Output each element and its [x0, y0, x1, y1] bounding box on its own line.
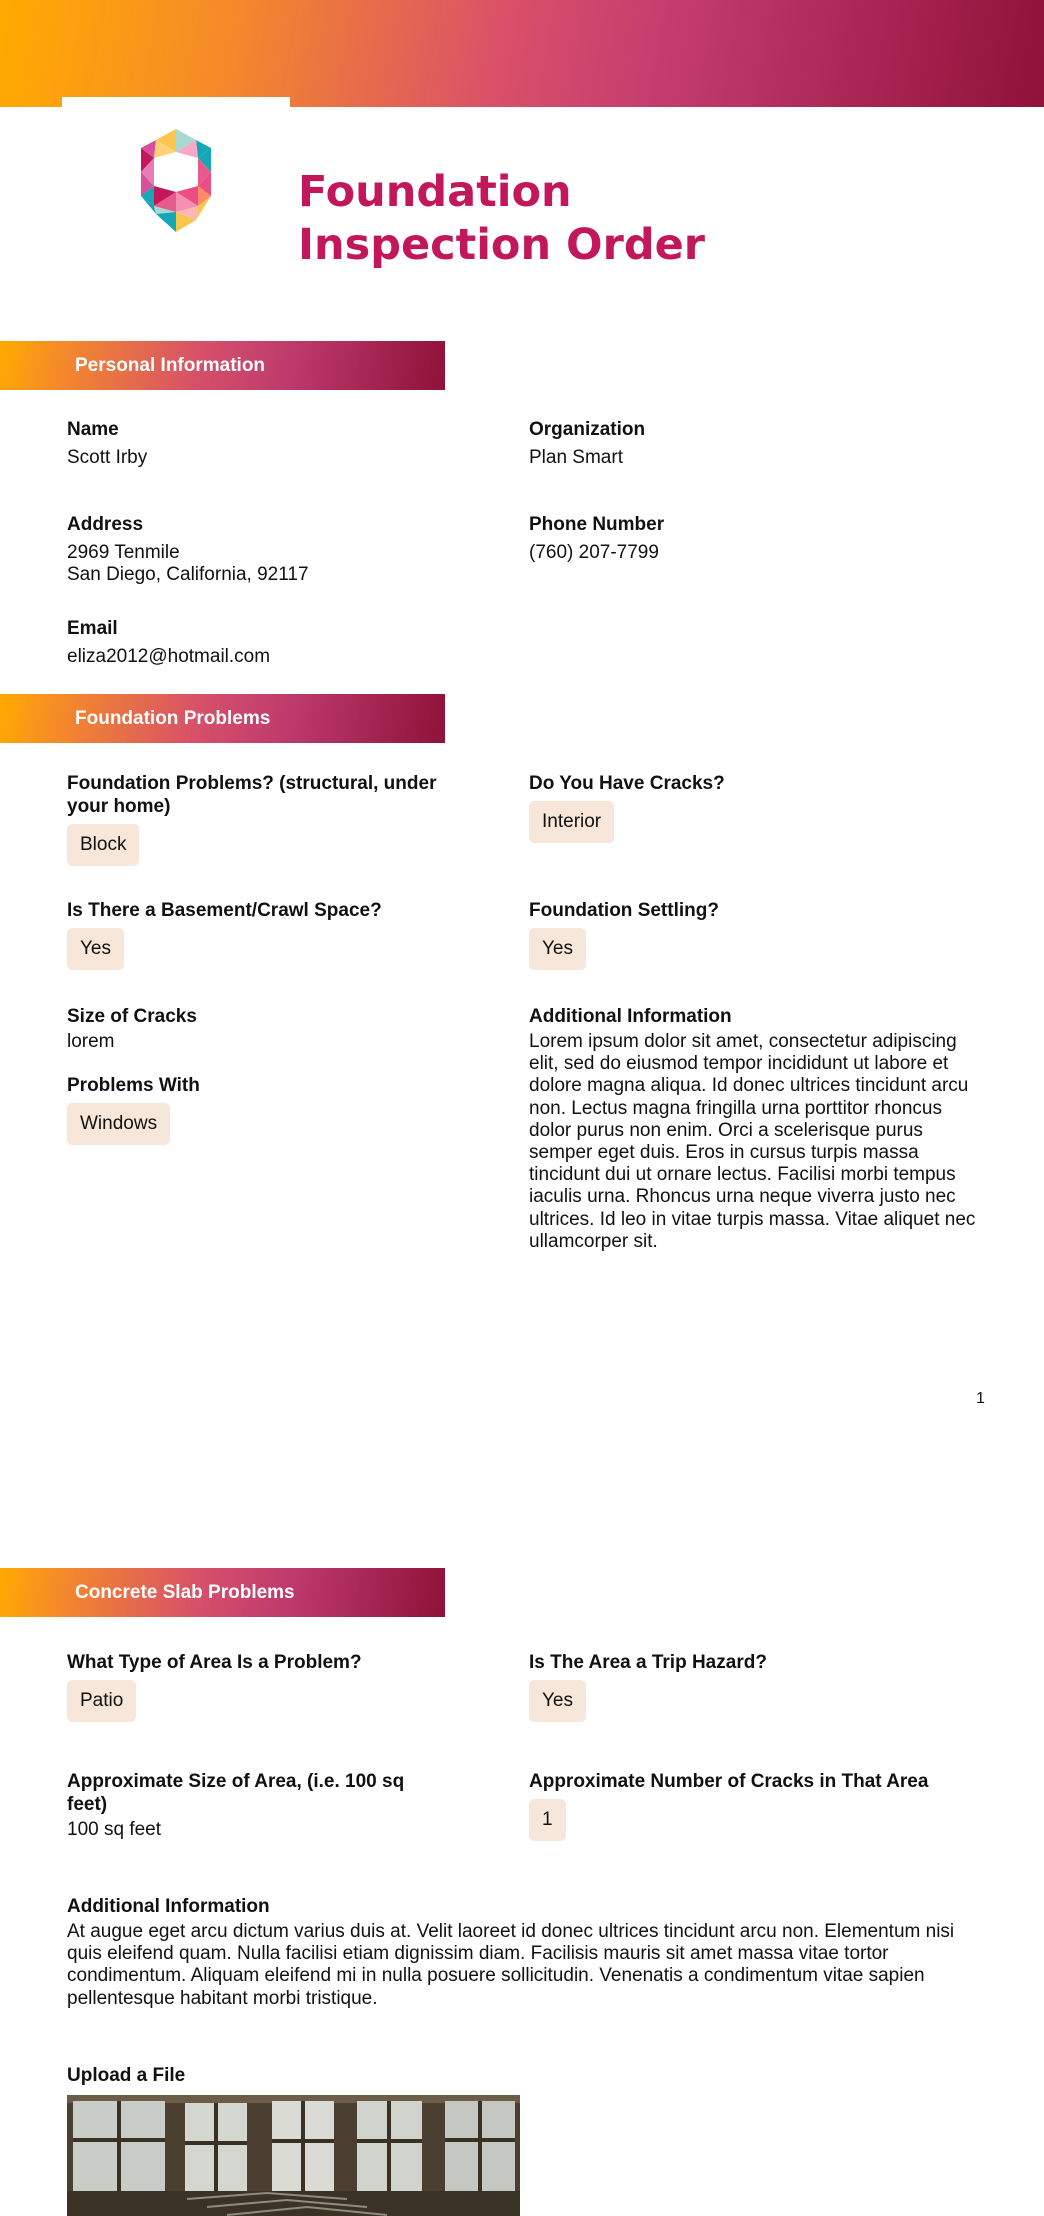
field-value: lorem [67, 1031, 115, 1052]
field-label: Foundation Problems? (structural, under your home) [67, 773, 437, 817]
area-type-field [67, 1651, 447, 1722]
answer-chip: Interior [529, 801, 614, 843]
field-label: Address [67, 514, 144, 535]
field-value: Lorem ipsum dolor sit amet, consectetur adipiscing elit, sed do eiusmod tempor incididunt ut labore et dolore magna aliqua. Id donec ultrices tincidunt arcu non. Lectus magna fringilla urna porttitor rhoncus dolor purus non enim. Orci a scelerisque purus semper eget duis. Eros in cursus turpis massa tincidunt dui ut ornare lectus. Facilisi morbi tempus iaculis urna. Rhoncus urna neque viverra justo nec ultrices. Id leo in vitae turpis massa. Vitae aliquet nec ullamcorper sit. [529, 1031, 976, 1252]
answer-chip: Patio [67, 1680, 136, 1722]
field-label: Is There a Basement/Crawl Space? [67, 900, 382, 921]
section-header-foundation [0, 694, 445, 743]
page-number: 1 [976, 1390, 985, 1407]
uploaded-photo[interactable] [67, 2095, 520, 2216]
section-title: Concrete Slab Problems [75, 1582, 295, 1603]
field-label: What Type of Area Is a Problem? [67, 1652, 362, 1673]
field-value: 2969 Tenmile [67, 542, 180, 563]
section-title: Foundation Problems [75, 708, 271, 729]
field-label: Additional Information [529, 1006, 732, 1027]
settling-field [529, 899, 949, 970]
hexagon-logo-icon [118, 128, 234, 232]
additional-info-field [529, 1005, 989, 1253]
slab-additional-info-field [67, 1895, 987, 2010]
field-value: (760) 207-7799 [529, 542, 659, 563]
field-value: Scott Irby [67, 447, 148, 468]
phone-field [529, 513, 949, 564]
field-label: Organization [529, 419, 646, 440]
cracks-field [529, 772, 949, 843]
field-label: Is The Area a Trip Hazard? [529, 1652, 767, 1673]
logo-tab [62, 97, 290, 117]
trip-hazard-field [529, 1651, 949, 1722]
field-value: At augue eget arcu dictum varius duis at. Velit laoreet id donec ultrices tincidunt arcu non. Elementum nisi quis eleifend quam. Nulla facilisi etiam dignissim diam. Facilisis mauris sit amet massa vitae tortor condimentum. Aliquam eleifend mi in nulla posuere sollicitudin. Venenatis a condimentum vitae sapien pellentesque habitant morbi tristique. [67, 1921, 955, 2009]
section-header-slab [0, 1568, 445, 1617]
answer-chip: 1 [529, 1799, 566, 1841]
crack-size-field [67, 1005, 447, 1053]
field-label: Foundation Settling? [529, 900, 719, 921]
field-label: Do You Have Cracks? [529, 773, 725, 794]
foundation-problems-field [67, 772, 447, 866]
field-label: Name [67, 419, 119, 440]
field-value: eliza2012@hotmail.com [67, 646, 271, 667]
field-value: 100 sq feet [67, 1819, 162, 1840]
field-label: Problems With [67, 1075, 200, 1096]
field-label: Email [67, 618, 118, 639]
email-field [67, 617, 447, 668]
field-label: Upload a File [67, 2065, 186, 2086]
crack-count-field [529, 1770, 989, 1841]
answer-chip: Yes [529, 1680, 586, 1722]
field-value: Plan Smart [529, 447, 623, 468]
field-label: Approximate Number of Cracks in That Area [529, 1771, 929, 1792]
page-title: Foundation Inspection Order [298, 167, 705, 270]
answer-chip: Yes [67, 928, 124, 970]
address-field [67, 513, 447, 586]
answer-chip: Yes [529, 928, 586, 970]
area-size-field [67, 1770, 437, 1841]
section-header-personal [0, 341, 445, 390]
header-banner [0, 0, 1044, 107]
answer-chip: Block [67, 824, 139, 866]
answer-chip: Windows [67, 1103, 170, 1145]
name-field [67, 418, 447, 469]
problems-with-field [67, 1074, 447, 1145]
field-label: Approximate Size of Area, (i.e. 100 sq feet) [67, 1771, 405, 1815]
field-label: Additional Information [67, 1896, 270, 1917]
field-label: Phone Number [529, 514, 665, 535]
organization-field [529, 418, 949, 469]
upload-field [67, 2064, 467, 2087]
basement-field [67, 899, 447, 970]
section-title: Personal Information [75, 355, 266, 376]
field-label: Size of Cracks [67, 1006, 197, 1027]
field-value: San Diego, California, 92117 [67, 564, 309, 585]
